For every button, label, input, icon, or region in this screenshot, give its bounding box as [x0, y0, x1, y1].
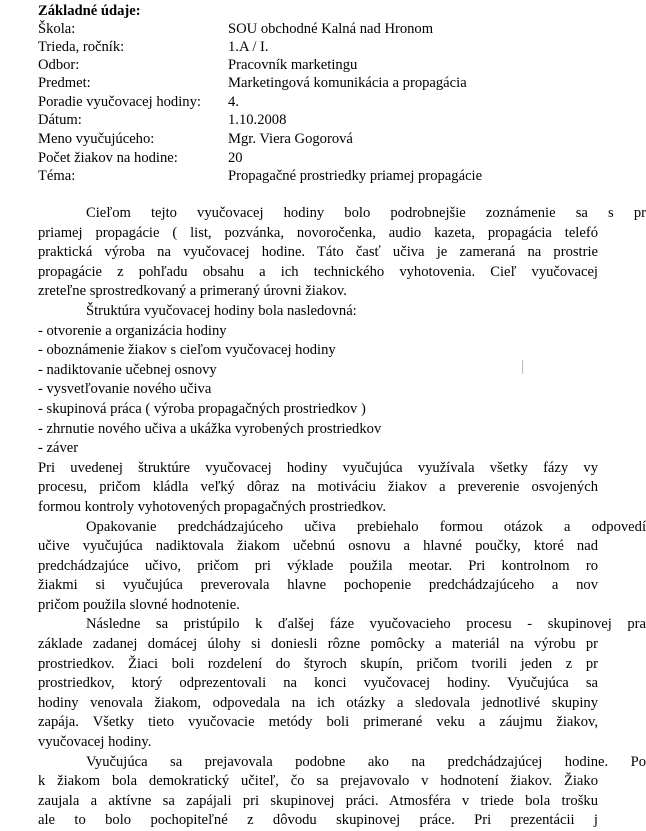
- info-label: Počet žiakov na hodine:: [38, 149, 178, 166]
- section-title: Základné údaje:: [38, 3, 141, 19]
- body-line: Vyučujúca sa prejavovala podobne ako na predchádzajúcej hodine. Po: [86, 753, 646, 770]
- info-row-lesson-order: [38, 93, 598, 112]
- report-body: [38, 204, 646, 831]
- list-item: - skupinová práca ( výroba propagačných prostriedkov ): [38, 400, 366, 417]
- body-line: procesu, pričom kládla veľký dôraz na motiváciu žiakov a preverenie osvojených: [38, 479, 598, 496]
- info-label: Téma:: [38, 167, 76, 184]
- list-item: - záver: [38, 440, 79, 457]
- body-line: ale to bolo pochopiteľné z dôvodu skupinovej práce. Pri prezentácii j: [38, 812, 598, 829]
- body-line: propagácie z pohľadu obsahu a ich technického vyhotovenia. Cieľ vyučovacej: [38, 263, 598, 280]
- info-label: Dátum:: [38, 111, 82, 128]
- body-line: učive vyučujúca nadiktovala žiakom učebnú osnovu a hlavné poučky, ktoré nad: [38, 538, 598, 555]
- body-line: prostriedkov, ktorý odprezentovali na konci vyučovacej hodiny. Vyučujúca sa: [38, 675, 598, 692]
- info-value: Pracovník marketingu: [228, 56, 358, 73]
- body-line: Následne sa pristúpilo k ďalšej fáze vyučovacieho procesu - skupinovej pra: [86, 616, 646, 633]
- info-row-teacher: [38, 130, 598, 149]
- info-label: Odbor:: [38, 56, 80, 73]
- body-line: k žiakom bola demokratický učiteľ, čo sa prejavovalo v hodnotení žiakov. Žiako: [38, 773, 598, 790]
- info-row-topic: [38, 167, 598, 186]
- list-item: - otvorenie a organizácia hodiny: [38, 322, 227, 339]
- body-line: Opakovanie predchádzajúceho učiva prebiehalo formou otázok a odpovedí: [86, 518, 646, 535]
- info-row-subject: [38, 74, 598, 93]
- body-line: zaujala a aktívne sa zapájali pri skupinovej práci. Atmosféra v triede bola trošku: [38, 792, 598, 809]
- info-value: Marketingová komunikácia a propagácia: [228, 74, 467, 91]
- info-value: 20: [228, 149, 243, 166]
- body-line: Štruktúra vyučovacej hodiny bola nasledovná:: [86, 302, 357, 319]
- text-cursor-icon: [522, 360, 529, 374]
- body-line: formou kontroly vyhotovených propagačných prostriedkov.: [38, 498, 387, 515]
- info-label: Trieda, ročník:: [38, 38, 125, 55]
- list-item: - zhrnutie nového učiva a ukážka vyrobených prostriedkov: [38, 420, 382, 437]
- body-line: priamej propagácie ( list, pozvánka, novoročenka, audio kazeta, propagácia telefó: [38, 224, 598, 241]
- body-line: Pri uvedenej štruktúre vyučovacej hodiny vyučujúca využívala všetky fázy vy: [38, 459, 598, 476]
- info-row-class: [38, 38, 598, 57]
- info-value: 1.A / I.: [228, 38, 269, 55]
- info-label: Predmet:: [38, 74, 91, 91]
- body-line: žiakmi si vyučujúca preverovala hlavne pochopenie predchádzajúceho a nov: [38, 577, 598, 594]
- info-row-field: [38, 56, 598, 75]
- info-value: 1.10.2008: [228, 111, 287, 128]
- info-row-date: [38, 111, 598, 130]
- body-line: pričom použila slovné hodnotenie.: [38, 596, 240, 613]
- info-row-school: [38, 20, 598, 39]
- body-line: praktická výroba na vyučovacej hodine. Táto časť učiva je zameraná na prostrie: [38, 244, 598, 261]
- body-line: vyučovacej hodiny.: [38, 734, 152, 751]
- body-line: základe zadanej domácej úlohy si doniesli rôzne pomôcky a materiál na výrobu pr: [38, 636, 598, 653]
- info-value: Propagačné prostriedky priamej propagácie: [228, 167, 483, 184]
- body-line: prostriedkov. Žiaci boli rozdelení do štyroch skupín, pričom tvorili jeden z pr: [38, 655, 598, 672]
- info-row-student-count: [38, 149, 598, 168]
- info-label: Meno vyučujúceho:: [38, 130, 155, 147]
- list-item: - nadiktovanie učebnej osnovy: [38, 361, 217, 378]
- list-item: - oboznámenie žiakov s cieľom vyučovacej hodiny: [38, 342, 336, 359]
- body-line: hodiny venovala žiakom, odpovedala na ich otázky a sledovala jednotlivé skupiny: [38, 694, 598, 711]
- info-value: Mgr. Viera Gogorová: [228, 130, 353, 147]
- list-item: - vysvetľovanie nového učiva: [38, 381, 212, 398]
- info-value: SOU obchodné Kalná nad Hronom: [228, 20, 434, 37]
- body-line: zreteľne sprostredkovaný a primeraný úrovni žiakov.: [38, 283, 347, 300]
- info-label: Škola:: [38, 20, 76, 37]
- body-line: zapája. Všetky tieto vyučovacie metódy boli primerané veku a záujmu žiakov,: [38, 714, 598, 731]
- info-label: Poradie vyučovacej hodiny:: [38, 93, 201, 110]
- body-line: Cieľom tejto vyučovacej hodiny bolo podrobnejšie zoznámenie sa s pr: [86, 205, 646, 221]
- body-line: predchádzajúce učivo, pričom pri výklade použila meotar. Pri kontrolnom ro: [38, 557, 598, 574]
- info-value: 4.: [228, 93, 239, 110]
